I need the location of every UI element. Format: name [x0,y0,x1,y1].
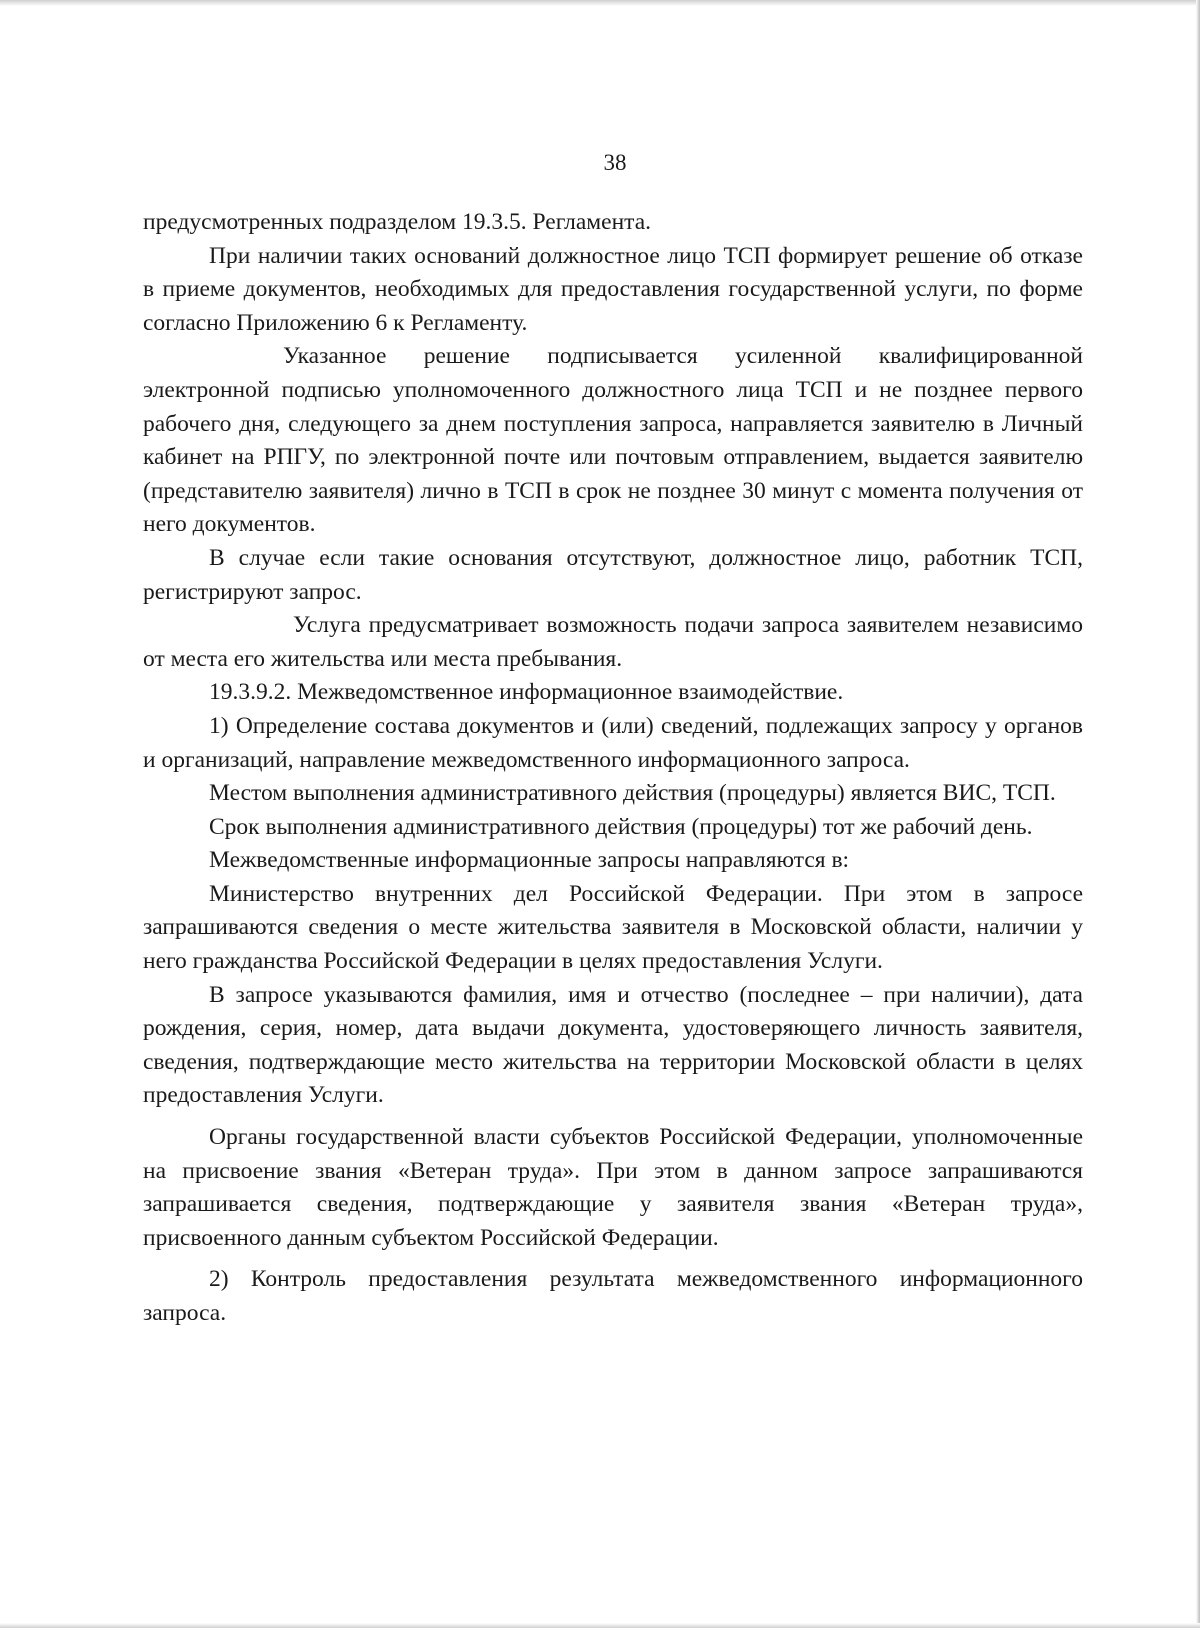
scan-edge-bottom [0,1623,1200,1628]
paragraph: Срок выполнения административного действия (процедуры) тот же рабочий день. [209,813,1033,840]
paragraph: Министерство внутренних дел Российской Федерации. При этом в запросе запрашиваются сведения о месте жительства заявителя в Московской области, наличии у него гражданства Российской Федерации в целях предоставления Услуги. [143,880,1083,975]
scan-edge-right [1196,0,1200,1628]
paragraph: В случае если такие основания отсутствуют, должностное лицо, работник ТСП, регистрируют запрос. [143,544,1083,605]
paragraph: предусмотренных подразделом 19.3.5. Регламента. [143,209,652,235]
paragraph: Межведомственные информационные запросы направляются в: [209,847,850,874]
page-number: 38 [603,150,627,175]
paragraph: При наличии таких оснований должностное лицо ТСП формирует решение об отказе в приеме документов, необходимых для предоставления государственной услуги, по форме согласно Приложению 6 к Регламенту. [143,242,1083,336]
scan-edge-top [0,0,1200,6]
paragraph: 2) Контроль предоставления результата межведомственного информационного запроса. [143,1266,1083,1326]
paragraph: 19.3.9.2. Межведомственное информационное взаимодействие. [209,679,844,706]
paragraph: Указанное решение подписывается усиленной квалифицированной электронной подписью уполномоченного должностного лица ТСП и не позднее первого рабочего дня, следующего за днем поступления запроса, направляется заявителю в Личный кабинет на РПГУ, по электронной почте или почтовым отправлением, выдается заявителю (представителю заявителя) лично в ТСП в срок не позднее 30 минут с момента получения от него документов. [143,343,1083,538]
paragraph: Органы государственной власти субъектов Российской Федерации, уполномоченные на присвоение звания «Ветеран труда». При этом в данном запросе запрашиваются запрашивается сведения, подтверждающие у заявителя звания «Ветеран труда», присвоенного данным субъектом Российской Федерации. [143,1124,1083,1251]
document-body [143,206,1083,1331]
paragraph: Местом выполнения административного действия (процедуры) является ВИС, ТСП. [209,780,1056,807]
paragraph: В запросе указываются фамилия, имя и отчество (последнее – при наличии), дата рождения, серия, номер, дата выдачи документа, удостоверяющего личность заявителя, сведения, подтверждающие место жительства на территории Московской области в целях предоставления Услуги. [143,981,1083,1109]
paragraph: 1) Определение состава документов и (или) сведений, подлежащих запросу у органов и организаций, направление межведомственного информационного запроса. [143,712,1083,773]
paragraph: Услуга предусматривает возможность подачи запроса заявителем независимо от места его жительства или места пребывания. [143,612,1083,672]
